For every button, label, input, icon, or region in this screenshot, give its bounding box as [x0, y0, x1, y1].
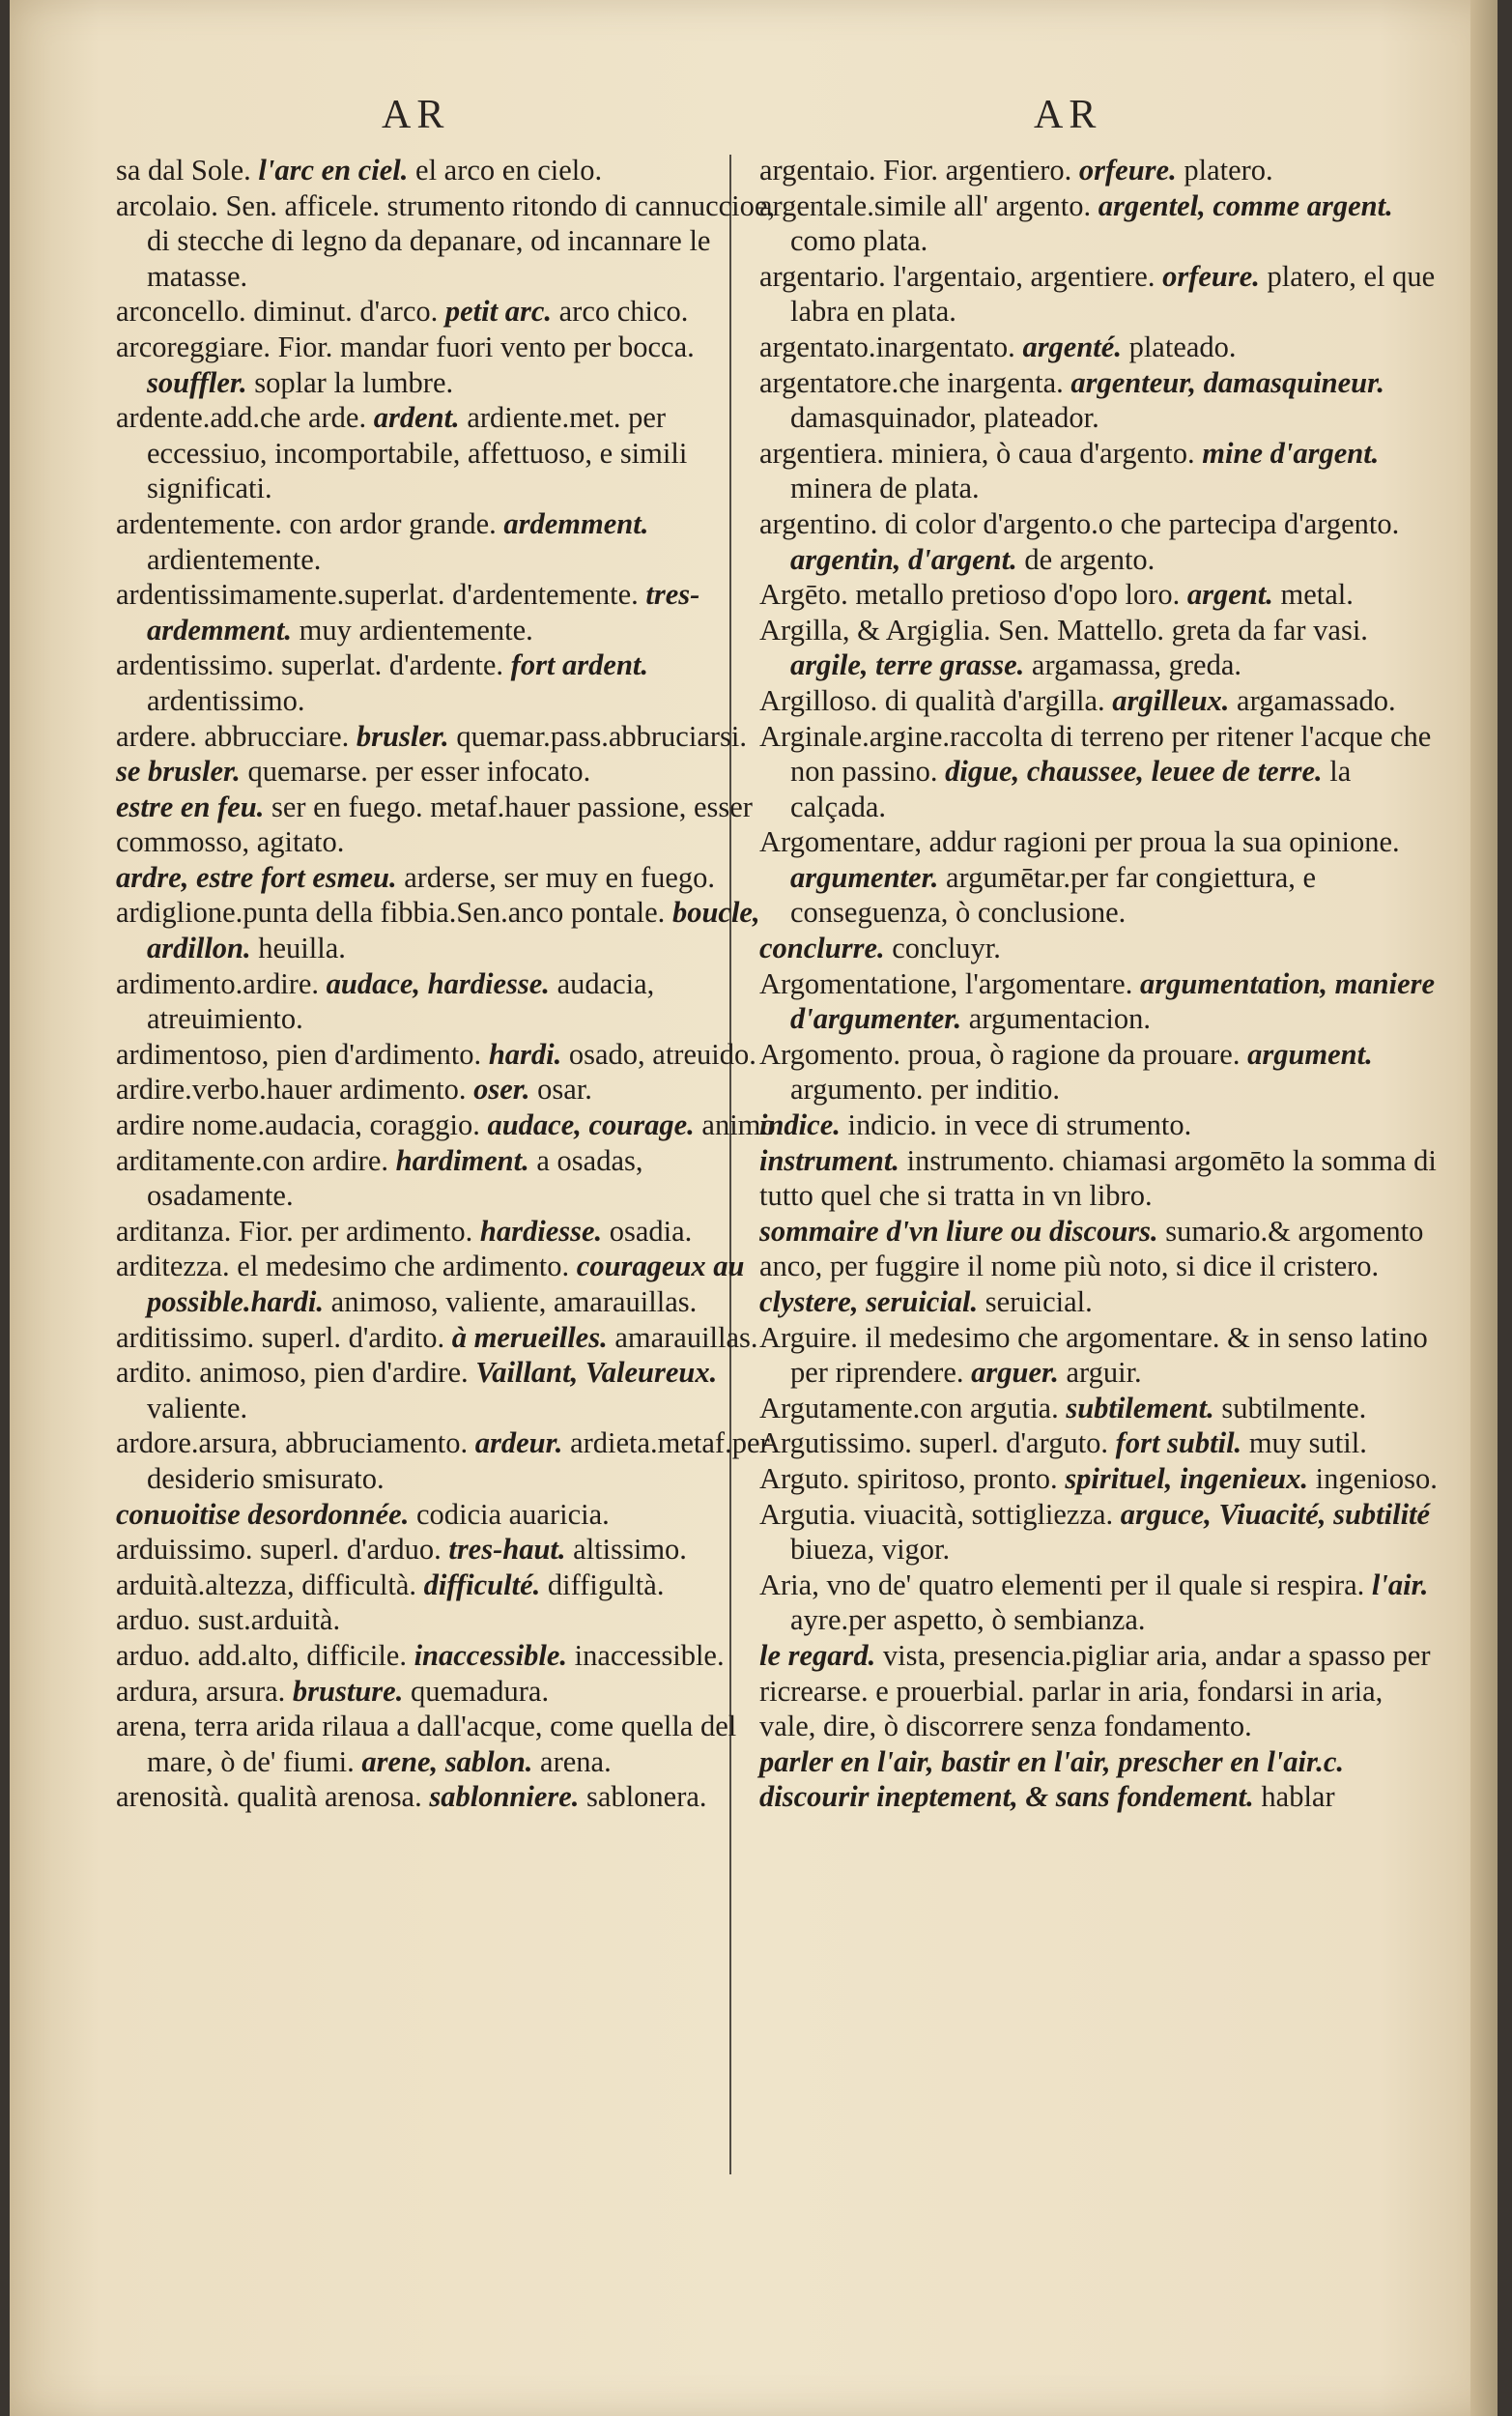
- spanish-gloss: ayre.per aspetto, ò sembianza.: [790, 1603, 1146, 1637]
- italian-headword: argentino. di color d'argento.o che partecipa d'argento.: [759, 506, 1400, 540]
- italian-headword: Argutamente.con argutia.: [759, 1391, 1067, 1424]
- french-gloss: petit arc.: [444, 295, 559, 329]
- french-gloss: argent.: [1186, 578, 1281, 612]
- italian-headword: arduo. add.alto, difficile.: [116, 1638, 414, 1672]
- italian-headword: Aria, vno de' quatro elementi per il quale si respira.: [759, 1568, 1372, 1601]
- dictionary-entry: [116, 754, 787, 790]
- italian-headword: argentiera. miniera, ò caua d'argento.: [759, 436, 1203, 470]
- spanish-gloss: valiente.: [147, 1391, 248, 1424]
- spanish-gloss: inaccessible.: [574, 1638, 725, 1672]
- french-gloss: fort ardent.: [510, 648, 648, 682]
- dictionary-entry: [759, 188, 1441, 259]
- french-gloss: argilleux.: [1112, 683, 1238, 717]
- french-gloss: hardiment.: [395, 1143, 537, 1177]
- french-gloss: parler en l'air, bastir en l'air, prescher en l'air.c. discourir ineptement, & sans fondement.: [759, 1744, 1344, 1814]
- french-gloss: courageux au possible.hardi.: [147, 1250, 745, 1318]
- dictionary-entry: [116, 1355, 787, 1425]
- dictionary-entry: [759, 436, 1441, 506]
- french-gloss: brusture.: [292, 1674, 411, 1708]
- italian-headword: argentaio. Fior. argentiero.: [759, 154, 1079, 187]
- spanish-gloss: subtilmente.: [1221, 1391, 1367, 1424]
- dictionary-entry: [759, 1107, 1441, 1143]
- french-gloss: sablonniere.: [429, 1780, 587, 1814]
- dictionary-entry: [759, 153, 1441, 188]
- french-gloss: argentel, comme argent.: [1098, 188, 1393, 222]
- spanish-gloss: argumētar.per far congiettura, e conseguenza, ò conclusione.: [790, 860, 1317, 930]
- spanish-gloss: vista, presencia.pigliar aria, andar a spasso per ricrearse. e prouerbial. parlar in aria, fondarsi in aria, vale, dire, ò discorrere senza fondamento.: [759, 1638, 1431, 1743]
- french-gloss: le regard.: [759, 1638, 883, 1672]
- dictionary-entry: [759, 613, 1441, 683]
- spanish-gloss: arco chico.: [558, 295, 689, 329]
- spanish-gloss: argumentacion.: [968, 1002, 1152, 1036]
- spanish-gloss: audacia, atreuimiento.: [147, 966, 655, 1036]
- italian-headword: Argomentare, addur ragioni per proua la sua opinione.: [759, 825, 1400, 859]
- spanish-gloss: osado, atreuido.: [568, 1037, 756, 1071]
- dictionary-entry: [116, 1532, 787, 1568]
- spanish-gloss: biueza, vigor.: [790, 1533, 951, 1567]
- dictionary-entry: [759, 365, 1441, 436]
- dictionary-entry: [116, 860, 787, 896]
- spanish-gloss: arderse, ser muy en fuego.: [404, 860, 716, 894]
- italian-headword: argentato.inargentato.: [759, 330, 1023, 363]
- french-gloss: orfeure.: [1162, 259, 1268, 293]
- italian-headword: ardimentoso, pien d'ardimento.: [116, 1037, 489, 1071]
- french-gloss: mine d'argent.: [1202, 436, 1380, 470]
- french-gloss: se brusler.: [116, 755, 248, 789]
- dictionary-entry: [759, 683, 1441, 719]
- french-gloss: argenteur, damasquineur.: [1070, 365, 1384, 399]
- french-gloss: audace, courage.: [487, 1108, 702, 1142]
- spanish-gloss: arguir.: [1066, 1356, 1142, 1390]
- dictionary-entry: [116, 188, 787, 295]
- dictionary-entry: [116, 1497, 787, 1533]
- italian-headword: arena, terra arida rilaua a dall'acque, come quella del mare, ò de' fiumi.: [116, 1710, 737, 1778]
- spanish-gloss: soplar la lumbre.: [254, 365, 454, 399]
- dictionary-entry: [116, 330, 787, 400]
- italian-headword: Argilla, & Argiglia. Sen. Mattello. greta da far vasi.: [759, 613, 1368, 647]
- italian-headword: arenosità. qualità arenosa.: [116, 1780, 430, 1814]
- dictionary-entry: [759, 931, 1441, 966]
- dictionary-entry: [759, 1497, 1441, 1568]
- dictionary-entry: [759, 259, 1441, 330]
- dictionary-entry: [116, 153, 787, 188]
- dictionary-entry: [116, 1320, 787, 1356]
- spanish-gloss: ingenioso.: [1315, 1461, 1438, 1495]
- italian-headword: arditezza. el medesimo che ardimento.: [116, 1250, 577, 1283]
- dictionary-entry: [116, 506, 787, 577]
- italian-headword: Argutissimo. superl. d'arguto.: [759, 1426, 1116, 1460]
- italian-headword: Argilloso. di qualità d'argilla.: [759, 683, 1113, 717]
- dictionary-entry: [116, 1143, 787, 1214]
- spanish-gloss: quemar.pass.abbruciarsi.: [456, 719, 747, 753]
- italian-headword: ardura, arsura.: [116, 1674, 293, 1708]
- italian-headword: arditamente.con ardire.: [116, 1143, 396, 1177]
- dictionary-entry: [116, 1779, 787, 1815]
- french-gloss: Vaillant, Valeureux.: [475, 1356, 718, 1390]
- spanish-gloss: ardientemente.: [147, 542, 322, 576]
- french-gloss: spirituel, ingenieux.: [1065, 1461, 1316, 1495]
- dictionary-entry: [759, 577, 1441, 613]
- dictionary-entry: [759, 1284, 1441, 1320]
- spanish-gloss: platero.: [1184, 154, 1273, 187]
- dictionary-entry: [759, 966, 1441, 1037]
- spanish-gloss: concluyr.: [892, 932, 1001, 965]
- italian-headword: argentario. l'argentaio, argentiere.: [759, 259, 1163, 293]
- dictionary-entry: [116, 1425, 787, 1496]
- italian-headword: ardentissimo. superlat. d'ardente.: [116, 648, 511, 682]
- french-gloss: fort subtil.: [1115, 1426, 1249, 1460]
- french-gloss: souffler.: [147, 365, 255, 399]
- french-gloss: difficulté.: [423, 1568, 548, 1601]
- spanish-gloss: damasquinador, plateador.: [790, 401, 1099, 435]
- french-gloss: instrument.: [759, 1143, 907, 1177]
- spanish-gloss: la calçada.: [790, 755, 1352, 823]
- french-gloss: arene, sablon.: [361, 1744, 541, 1778]
- dictionary-entry: [759, 1214, 1441, 1284]
- dictionary-entry: [759, 1425, 1441, 1461]
- spanish-gloss: amarauillas.: [614, 1320, 758, 1354]
- french-gloss: sommaire d'vn liure ou discours.: [759, 1214, 1166, 1248]
- french-gloss: brusler.: [356, 719, 457, 753]
- french-gloss: argumenter.: [790, 860, 947, 894]
- italian-headword: ardire nome.audacia, coraggio.: [116, 1108, 488, 1142]
- dictionary-entry: [116, 577, 787, 647]
- dictionary-entry: [116, 1214, 787, 1250]
- italian-headword: arcoreggiare. Fior. mandar fuori vento per bocca.: [116, 330, 695, 363]
- spanish-gloss: argamassa, greda.: [1031, 648, 1241, 682]
- italian-headword: ardere. abbrucciare.: [116, 719, 357, 753]
- italian-headword: ardentemente. con ardor grande.: [116, 506, 504, 540]
- italian-headword: Argutia. viuacità, sottigliezza.: [759, 1497, 1121, 1531]
- french-gloss: estre en feu.: [116, 790, 271, 823]
- dictionary-entry: [116, 1249, 787, 1319]
- french-gloss: oser.: [473, 1073, 538, 1107]
- italian-headword: arditissimo. superl. d'ardito.: [116, 1320, 452, 1354]
- french-gloss: ardent.: [373, 401, 468, 435]
- french-gloss: l'air.: [1371, 1568, 1429, 1601]
- dictionary-entry: [759, 1391, 1441, 1426]
- dictionary-entry: [116, 1602, 787, 1638]
- italian-headword: arduo. sust.arduità.: [116, 1603, 341, 1637]
- italian-headword: ardire.verbo.hauer ardimento.: [116, 1073, 474, 1107]
- french-gloss: tres-ardemment.: [147, 578, 700, 647]
- dictionary-entry: [116, 790, 787, 860]
- italian-headword: Argomento. proua, ò ragione da prouare.: [759, 1037, 1248, 1071]
- spanish-gloss: animo.: [701, 1108, 784, 1142]
- spanish-gloss: osadia.: [609, 1214, 693, 1248]
- spanish-gloss: quemadura.: [410, 1674, 550, 1708]
- french-gloss: ardre, estre fort esmeu.: [116, 860, 405, 894]
- dictionary-entry: [759, 1037, 1441, 1107]
- spanish-gloss: argumento. per inditio.: [790, 1073, 1060, 1107]
- dictionary-entry: [759, 330, 1441, 365]
- dictionary-entry: [759, 1744, 1441, 1815]
- spanish-gloss: hablar: [1261, 1780, 1335, 1814]
- spanish-gloss: sumario.& argomento anco, per fuggire il nome più noto, si dice il cristero.: [759, 1214, 1424, 1283]
- italian-headword: Arguto. spiritoso, pronto.: [759, 1461, 1066, 1495]
- italian-headword: argentale.simile all' argento.: [759, 188, 1098, 222]
- spanish-gloss: osar.: [537, 1073, 592, 1107]
- french-gloss: conclurre.: [759, 932, 893, 965]
- italian-headword: arduissimo. superl. d'arduo.: [116, 1533, 449, 1567]
- italian-headword: Argomentatione, l'argomentare.: [759, 966, 1140, 1000]
- dictionary-entry: [116, 647, 787, 718]
- right-running-head: AR: [1034, 93, 1102, 137]
- spanish-gloss: arena.: [540, 1744, 612, 1778]
- dictionary-entry: [116, 400, 787, 506]
- italian-headword: ardente.add.che arde.: [116, 401, 374, 435]
- french-gloss: argument.: [1247, 1037, 1373, 1071]
- spanish-gloss: metal.: [1280, 578, 1354, 612]
- french-gloss: subtilement.: [1066, 1391, 1222, 1424]
- spanish-gloss: altissimo.: [573, 1533, 687, 1567]
- italian-headword: ardore.arsura, abbruciamento.: [116, 1426, 475, 1460]
- french-gloss: boucle, ardillon.: [147, 896, 760, 965]
- italian-headword: Arguire. il medesimo che argomentare. & in senso latino per riprendere.: [759, 1320, 1428, 1390]
- right-column: [759, 153, 1441, 1815]
- spanish-gloss: el arco en cielo.: [415, 154, 603, 187]
- spanish-gloss: muy sutil.: [1248, 1426, 1367, 1460]
- spanish-gloss: argamassado.: [1237, 683, 1396, 717]
- dictionary-entry: [116, 895, 787, 965]
- dictionary-entry: [759, 824, 1441, 931]
- french-gloss: argile, terre grasse.: [790, 648, 1032, 682]
- french-gloss: digue, chaussee, leuee de terre.: [945, 755, 1330, 789]
- spanish-gloss: muy ardientemente.: [299, 613, 533, 647]
- italian-headword: ardiglione.punta della fibbia.Sen.anco pontale.: [116, 896, 672, 930]
- spanish-gloss: ardieta.metaf.per desiderio smisurato.: [147, 1426, 770, 1495]
- dictionary-entry: [759, 1320, 1441, 1391]
- italian-headword: argentatore.che inargenta.: [759, 365, 1071, 399]
- french-gloss: l'arc en ciel.: [258, 154, 416, 187]
- french-gloss: argentin, d'argent.: [790, 542, 1025, 576]
- dictionary-entry: [116, 294, 787, 330]
- spanish-gloss: heuilla.: [258, 932, 346, 965]
- spanish-gloss: de argento.: [1024, 542, 1155, 576]
- dictionary-entry: [116, 966, 787, 1037]
- italian-headword: Argēto. metallo pretioso d'opo loro.: [759, 578, 1187, 612]
- french-gloss: inaccessible.: [414, 1638, 575, 1672]
- italian-headword: Arginale.argine.raccolta di terreno per ritener l'acque che non passino.: [759, 719, 1432, 789]
- spanish-gloss: indicio. in vece di strumento.: [847, 1108, 1192, 1142]
- french-gloss: tres-haut.: [448, 1533, 574, 1567]
- dictionary-entry: [759, 1461, 1441, 1497]
- italian-headword: ardentissimamente.superlat. d'ardentemente.: [116, 578, 646, 612]
- spanish-gloss: quemarse. per esser infocato.: [247, 755, 591, 789]
- dictionary-entry: [116, 1709, 787, 1779]
- italian-headword: ardimento.ardire.: [116, 966, 327, 1000]
- french-gloss: audace, hardiesse.: [326, 966, 557, 1000]
- dictionary-page: [10, 0, 1498, 2416]
- italian-headword: arditanza. Fior. per ardimento.: [116, 1214, 480, 1248]
- french-gloss: hardi.: [488, 1037, 569, 1071]
- french-gloss: hardiesse.: [479, 1214, 610, 1248]
- french-gloss: ardeur.: [474, 1426, 571, 1460]
- italian-headword: arcolaio. Sen. afficele. strumento ritondo di cannuccioe, di stecche di legno da depanare, od incannare le matasse.: [116, 188, 776, 293]
- left-column: [116, 153, 787, 1815]
- spanish-gloss: diffigultà.: [547, 1568, 665, 1601]
- french-gloss: ardemment.: [503, 506, 649, 540]
- spanish-gloss: plateado.: [1128, 330, 1237, 363]
- french-gloss: argenté.: [1022, 330, 1129, 363]
- dictionary-entry: [116, 1674, 787, 1710]
- spanish-gloss: codicia auaricia.: [415, 1497, 610, 1531]
- dictionary-entry: [116, 1107, 787, 1143]
- dictionary-entry: [116, 1072, 787, 1107]
- french-gloss: indice.: [759, 1108, 848, 1142]
- spanish-gloss: sablonera.: [586, 1780, 707, 1814]
- dictionary-entry: [116, 1568, 787, 1603]
- french-gloss: clystere, seruicial.: [759, 1285, 985, 1318]
- french-gloss: à merueilles.: [451, 1320, 615, 1354]
- french-gloss: argumentation, maniere d'argumenter.: [790, 966, 1436, 1036]
- spanish-gloss: ser en fuego. metaf.hauer passione, esser commosso, agitato.: [116, 790, 753, 859]
- dictionary-entry: [759, 1568, 1441, 1638]
- spanish-gloss: seruicial.: [984, 1285, 1093, 1318]
- dictionary-entry: [116, 1638, 787, 1674]
- spanish-gloss: ardiente.met. per eccessiuo, incomportabile, affettuoso, e simili significati.: [147, 401, 688, 505]
- spanish-gloss: a osadas, osadamente.: [147, 1143, 643, 1213]
- spanish-gloss: platero, el que labra en plata.: [790, 259, 1436, 329]
- italian-headword: sa dal Sole.: [116, 154, 259, 187]
- dictionary-entry: [759, 719, 1441, 825]
- spanish-gloss: ardentissimo.: [147, 683, 305, 717]
- italian-headword: ardito. animoso, pien d'ardire.: [116, 1356, 476, 1390]
- dictionary-entry: [759, 1143, 1441, 1214]
- french-gloss: conuoitise desordonnée.: [116, 1497, 416, 1531]
- spanish-gloss: como plata.: [790, 224, 928, 258]
- italian-headword: arduità.altezza, difficultà.: [116, 1568, 424, 1601]
- french-gloss: arguer.: [971, 1356, 1067, 1390]
- dictionary-entry: [116, 1037, 787, 1073]
- spanish-gloss: minera de plata.: [790, 472, 980, 505]
- spanish-gloss: instrumento. chiamasi argomēto la somma di tutto quel che si tratta in vn libro.: [759, 1143, 1437, 1213]
- french-gloss: orfeure.: [1078, 154, 1184, 187]
- dictionary-entry: [759, 506, 1441, 577]
- page-edge: [1470, 0, 1498, 2416]
- italian-headword: arconcello. diminut. d'arco.: [116, 295, 445, 329]
- dictionary-entry: [759, 1638, 1441, 1744]
- dictionary-entry: [116, 719, 787, 755]
- french-gloss: arguce, Viuacité, subtilité: [1120, 1497, 1431, 1531]
- left-running-head: AR: [382, 93, 450, 137]
- spanish-gloss: animoso, valiente, amarauillas.: [330, 1285, 698, 1318]
